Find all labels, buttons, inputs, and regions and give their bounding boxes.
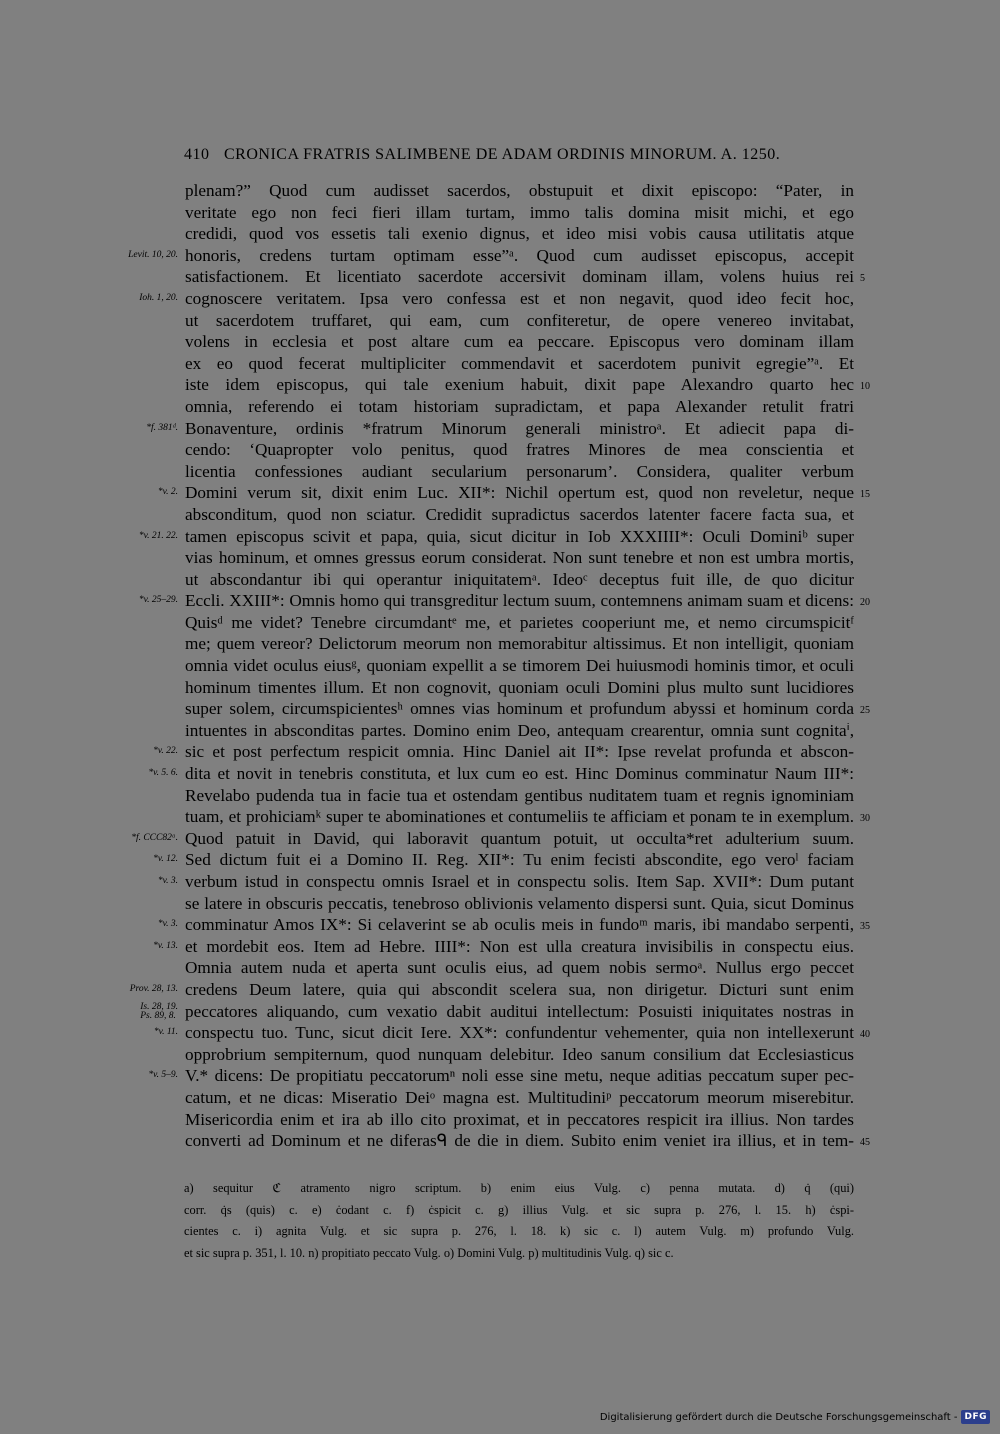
- main-text: [0, 180, 1000, 1152]
- line-number: 35: [860, 921, 870, 933]
- text-line: [0, 202, 1000, 224]
- text-line: [0, 418, 1000, 440]
- line-text: et mordebit eos. Item ad Hebre. IIII*: Non est ulla creatura invisibilis in conspectu eius.: [185, 936, 854, 956]
- text-line: [0, 1022, 1000, 1044]
- line-text: volens in ecclesia et post altare cum ea peccare. Episcopus vero dominam illam: [185, 332, 854, 352]
- text-line: [0, 1044, 1000, 1066]
- line-text: opprobrium sempiternum, quod nunquam delebitur. Ideo sanum consilium dat Ecclesiasticus: [185, 1044, 854, 1064]
- footnote-line: et sic supra p. 351, l. 10. n) propitiato peccato Vulg. o) Domini Vulg. p) multitudinis Vulg. q) sic c.: [184, 1245, 674, 1260]
- line-text: Bonaventure, ordinis *fratrum Minorum generali ministroᵃ. Et adiecit papa di-: [185, 418, 854, 438]
- text-line: [0, 806, 1000, 828]
- text-line: [0, 720, 1000, 742]
- text-line: [0, 590, 1000, 612]
- line-text: credidi, quod vos essetis tali exenio dignus, et ideo misi vobis causa utilitatis atque: [185, 224, 854, 244]
- margin-reference: *v. 5–9.: [148, 1070, 178, 1081]
- text-line: [0, 396, 1000, 418]
- text-line: [0, 979, 1000, 1001]
- text-line: [0, 677, 1000, 699]
- footnote-line: cientes c. i) agnita Vulg. et sic supra p. 276, l. 18. k) sic c. l) autem Vulg. m) profundo Vulg.: [184, 1224, 854, 1239]
- footnotes: [184, 1178, 854, 1264]
- line-text: tamen episcopus scivit et papa, quia, sicut dicitur in Iob XXXIIII*: Oculi Dominiᵇ super: [185, 526, 854, 546]
- text-line: [0, 439, 1000, 461]
- page-number: 410: [184, 146, 210, 163]
- line-text: cognoscere veritatem. Ipsa vero confessa est et non negavit, quod ideo fecit hoc,: [185, 288, 854, 308]
- text-line: [0, 1065, 1000, 1087]
- line-number: 15: [860, 489, 870, 501]
- text-line: [0, 957, 1000, 979]
- line-text: me; quem vereor? Delictorum meorum non memorabitur altissimus. Et non intelligit, quoniam: [185, 634, 854, 654]
- line-text: Domini verum sit, dixit enim Luc. XII*: Nichil opertum est, quod non reveletur, neque: [185, 483, 854, 503]
- margin-reference: *v. 13.: [153, 940, 178, 951]
- margin-reference: Prov. 28, 13.: [129, 983, 178, 994]
- margin-reference: *v. 5. 6.: [148, 768, 178, 779]
- text-line: [0, 223, 1000, 245]
- text-line: [0, 1109, 1000, 1131]
- margin-reference: Levit. 10, 20.: [128, 249, 178, 260]
- line-text: se latere in obscuris peccatis, tenebroso oblivionis velamento dispersi sunt. Quia, sicut Dominus: [185, 893, 854, 913]
- line-number: 10: [860, 381, 870, 393]
- line-text: hominum timentes illum. Et non cognovit, quoniam oculi Domini plus multo sunt lucidiores: [185, 677, 854, 697]
- text-line: [0, 526, 1000, 548]
- line-text: super solem, circumspicientesʰ omnes vias hominum et profundum abyssi et hominum corda: [185, 699, 854, 719]
- text-line: [0, 936, 1000, 958]
- text-line: [0, 310, 1000, 332]
- margin-reference: *v. 12.: [153, 854, 178, 865]
- line-text: intuentes in absconditas partes. Domino enim Deo, antequam crearentur, omnia sunt cognitaⁱ,: [185, 720, 854, 740]
- line-text: vias hominum, et omnes gressus eorum considerat. Non sunt tenebre et non est umbra mortis,: [185, 548, 854, 568]
- margin-reference: *v. 2.: [157, 487, 178, 498]
- text-line: [0, 504, 1000, 526]
- text-line: [0, 849, 1000, 871]
- margin-reference: *f. 381ᵈ.: [146, 422, 178, 433]
- line-text: verbum istud in conspectu omnis Israel et in conspectu solis. Item Sap. XVII*: Dum putant: [185, 872, 854, 891]
- line-number: 45: [860, 1137, 870, 1149]
- line-text: cendo: ‘Quapropter volo penitus, quod fratres Minores de mea conscientia et: [185, 440, 854, 460]
- margin-reference: *v. 25–29.: [138, 595, 178, 606]
- text-line: [0, 331, 1000, 353]
- text-line: [0, 633, 1000, 655]
- text-line: [0, 180, 1000, 202]
- text-line: [0, 741, 1000, 763]
- text-line: [0, 612, 1000, 634]
- text-line: [0, 1130, 1000, 1152]
- text-line: [0, 871, 1000, 893]
- line-text: ex eo quod fecerat multipliciter commendavit et sacerdotem punivit egregie”ᵃ. Et: [185, 353, 854, 373]
- line-text: veritate ego non feci fieri illam turtam, immo talis domina misit michi, et ego: [185, 202, 854, 222]
- line-text: dita et novit in tenebris constituta, et lux cum eo est. Hinc Dominus comminatur Naum III*:: [185, 764, 854, 784]
- text-line: [0, 461, 1000, 483]
- line-text: satisfactionem. Et licentiato sacerdote accersivit dominam illam, volens huius rei: [185, 267, 854, 287]
- text-line: [0, 266, 1000, 288]
- text-line: [0, 763, 1000, 785]
- running-title: CRONICA FRATRIS SALIMBENE DE ADAM ORDINIS MINORUM. A. 1250.: [224, 146, 781, 163]
- line-text: iste idem episcopus, qui tale exenium habuit, dixit pape Alexandro quarto hec: [185, 375, 854, 395]
- text-line: [0, 785, 1000, 807]
- line-text: sic et post perfectum respicit omnia. Hinc Daniel ait II*: Ipse revelat profunda et abscon-: [185, 742, 854, 762]
- margin-reference: Ioh. 1, 20.: [139, 292, 178, 303]
- line-number: 25: [860, 705, 870, 717]
- line-text: absconditum, quod non sciatur. Credidit supradictus sacerdos latenter facere facta sua, et: [185, 504, 854, 524]
- line-number: 40: [860, 1029, 870, 1041]
- text-line: [0, 655, 1000, 677]
- credit-text: Digitalisierung gefördert durch die Deutsche Forschungsgemeinschaft -: [599, 1411, 958, 1423]
- running-header: [184, 146, 824, 164]
- line-text: comminatur Amos IX*: Si celaverint se ab oculis meis in fundoᵐ maris, ibi mandabo serpenti,: [185, 915, 854, 935]
- line-text: plenam?” Quod cum audisset sacerdos, obstupuit et dixit episcopo: “Pater, in: [185, 181, 854, 200]
- margin-reference: *f. CCC82ᵃ.: [131, 832, 178, 843]
- dfg-logo: DFG: [961, 1410, 990, 1424]
- text-line: [0, 374, 1000, 396]
- line-text: conspectu tuo. Tunc, sicut dicit Iere. XX*: confundentur vehementer, quia non intellexerunt: [185, 1023, 854, 1043]
- line-text: Revelabo pudenda tua in facie tua et ostendam gentibus nuditatem tuam et regnis ignominiam: [185, 785, 854, 805]
- text-line: [0, 698, 1000, 720]
- margin-reference: *v. 22.: [153, 746, 178, 757]
- margin-reference: Is. 28, 19. Ps. 89, 8.: [140, 1001, 178, 1021]
- line-text: ut abscondantur ibi qui operantur iniquitatemᵃ. Ideoᶜ deceptus fuit ille, de quo dicitur: [185, 569, 854, 589]
- footnote-line: a) sequitur ℭ atramento nigro scriptum. b) enim eius Vulg. c) penna mutata. d) q̇ (qui): [184, 1181, 854, 1195]
- text-line: [0, 1087, 1000, 1109]
- line-text: licentia confessiones audiant secularium personarum’. Considera, qualiter verbum: [185, 461, 854, 481]
- line-text: tuam, et prohiciamᵏ super te abominationes et contumeliis te afficiam et ponam te in exemplum.: [185, 807, 854, 827]
- line-number: 5: [860, 273, 865, 285]
- line-text: Quod patuit in David, qui laboravit quantum potuit, ut occulta*ret adulterium suum.: [185, 828, 854, 848]
- text-line: [0, 914, 1000, 936]
- margin-reference: *v. 11.: [153, 1027, 178, 1038]
- text-line: [0, 893, 1000, 915]
- line-number: 30: [860, 813, 870, 825]
- digitization-credit: [600, 1410, 990, 1424]
- text-line: [0, 547, 1000, 569]
- text-line: [0, 353, 1000, 375]
- line-text: ut sacerdotem truffaret, qui eam, cum confiteretur, de opere venereo invitabat,: [185, 310, 854, 330]
- line-text: Sed dictum fuit ei a Domino II. Reg. XII*: Tu enim fecisti abscondite, ego veroˡ faciam: [185, 850, 854, 870]
- line-text: Misericordia enim et ira ab illo cito proximat, et in peccatores respicit ira illius. Non tardes: [185, 1109, 854, 1129]
- line-text: honoris, credens turtam optimam esse”ᵃ. Quod cum audisset episcopus, accepit: [185, 245, 854, 265]
- margin-reference: *v. 3.: [157, 919, 178, 930]
- line-text: Quisᵈ me videt? Tenebre circumdantᵉ me, et parietes cooperiunt me, et nemo circumspicitᶠ: [185, 612, 854, 632]
- line-text: peccatores aliquando, cum vexatio dabit auditui intellectum: Posuisti iniquitates nostras in: [185, 1001, 854, 1021]
- line-text: credens Deum latere, quia qui abscondit scelera sua, non dirigetur. Dicturi sunt enim: [185, 979, 854, 999]
- text-line: [0, 245, 1000, 267]
- line-text: catum, et ne dicas: Miseratio Deiᵒ magna est. Multitudiniᵖ peccatorum meorum miserebitur.: [185, 1087, 854, 1107]
- margin-reference: *v. 3.: [157, 876, 178, 886]
- margin-reference: *v. 21. 22.: [138, 530, 178, 541]
- text-line: [0, 482, 1000, 504]
- line-text: Omnia autem nuda et aperta sunt oculis eius, ad quem nobis sermoᵃ. Nullus ergo peccet: [185, 958, 854, 978]
- line-text: V.* dicens: De propitiatu peccatorumⁿ noli esse sine metu, neque aditias peccatum super pec-: [185, 1066, 854, 1086]
- text-line: [0, 1001, 1000, 1023]
- line-text: converti ad Dominum et ne diferasᑫ de die in diem. Subito enim veniet ira illius, et in tem-: [185, 1131, 854, 1151]
- line-text: Eccli. XXIII*: Omnis homo qui transgreditur lectum suum, contemnens animam suam et dicens:: [185, 591, 854, 611]
- line-text: omnia videt oculus eiusᵍ, quoniam expellit a se timorem Dei huiusmodi hominis timor, et oculi: [185, 656, 854, 676]
- footnote-line: corr. q̇s (quis) c. e) ċodant c. f) ċspicit c. g) illius Vulg. et sic supra p. 276, l. 15. h) ċspi-: [184, 1202, 854, 1217]
- text-line: [0, 569, 1000, 591]
- text-line: [0, 828, 1000, 850]
- text-line: [0, 288, 1000, 310]
- line-text: omnia, referendo ei totam historiam supradictam, et papa Alexander retulit fratri: [185, 396, 854, 416]
- line-number: 20: [860, 597, 870, 609]
